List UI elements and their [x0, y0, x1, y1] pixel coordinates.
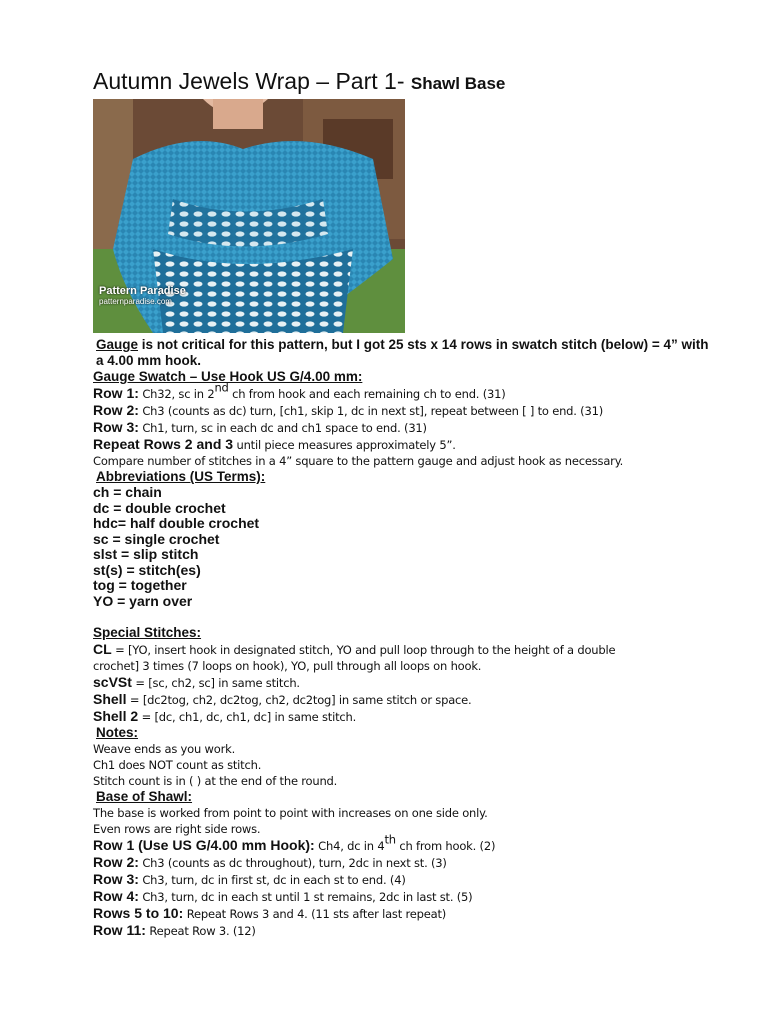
abbreviations-list	[93, 485, 713, 609]
note-item: Ch1 does NOT count as stitch.	[93, 758, 262, 772]
base-row-3: Row 3: Ch3, turn, dc in first st, dc in each st to end. (4)	[93, 871, 406, 887]
gauge-row-3: Row 3: Ch1, turn, sc in each dc and ch1 space to end. (31)	[93, 419, 427, 435]
page-title	[93, 66, 713, 99]
shawl-photo	[93, 99, 405, 333]
abbr-item: hdc= half double crochet	[93, 515, 260, 531]
base-row-1: Row 1 (Use US G/4.00 mm Hook): Ch4, dc in 4th ch from hook. (2)	[93, 832, 496, 853]
special-stitch-cl-cont: crochet] 3 times (7 loops on hook), YO, pull through all loops on hook.	[93, 659, 482, 673]
base-row-2: Row 2: Ch3 (counts as dc throughout), turn, 2dc in next st. (3)	[93, 854, 447, 870]
special-stitch-cl: CL = [YO, insert hook in designated stitch, YO and pull loop through to the height of a double	[93, 641, 616, 657]
spacer	[93, 609, 713, 625]
special-stitches-list	[93, 641, 713, 725]
abbr-item: ch = chain	[93, 484, 162, 500]
base-row-4: Row 4: Ch3, turn, dc in each st until 1 st remains, 2dc in last st. (5)	[93, 888, 473, 904]
title-subtitle: Shawl Base	[410, 74, 506, 93]
watermark-line2: patternparadise.com	[99, 297, 172, 306]
abbr-item: tog = together	[93, 577, 187, 593]
abbr-item: YO = yarn over	[93, 592, 193, 609]
gauge-text: is not critical for this pattern, but I got 25 sts x 14 rows in swatch stitch (below) = 4” with a 4.00 mm hook.	[96, 337, 709, 368]
abbr-item: dc = double crochet	[93, 499, 226, 516]
document-page	[93, 66, 713, 939]
abbr-item: slst = slip stitch	[93, 546, 199, 562]
base-section	[93, 805, 713, 939]
base-rows-5-10: Rows 5 to 10: Repeat Rows 3 and 4. (11 sts after last repeat)	[93, 905, 447, 921]
photo-watermark	[99, 285, 186, 306]
special-stitch-scvst: scVSt = [sc, ch2, sc] in same stitch.	[93, 674, 300, 690]
watermark-line1: Pattern Paradise	[99, 285, 186, 297]
gauge-compare-note: Compare number of stitches in a 4” square to the pattern gauge and adjust hook as necessary.	[93, 454, 624, 468]
notes-list	[93, 741, 713, 789]
note-item: Stitch count is in ( ) at the end of the round.	[93, 774, 338, 788]
base-heading: Base of Shawl:	[96, 789, 193, 804]
special-stitches-heading: Special Stitches:	[93, 625, 202, 640]
gauge-word: Gauge	[96, 337, 139, 352]
abbreviations-heading: Abbreviations (US Terms):	[96, 469, 266, 484]
special-stitch-shell2: Shell 2 = [dc, ch1, dc, ch1, dc] in same stitch.	[93, 708, 357, 724]
abbr-item: st(s) = stitch(es)	[93, 561, 201, 578]
special-stitch-shell: Shell = [dc2tog, ch2, dc2tog, ch2, dc2tog] in same stitch or space.	[93, 691, 472, 707]
base-intro: Even rows are right side rows.	[93, 822, 261, 836]
gauge-row-1: Row 1: Ch32, sc in 2nd ch from hook and each remaining ch to end. (31)	[93, 380, 506, 401]
base-row-11: Row 11: Repeat Row 3. (12)	[93, 922, 256, 938]
gauge-paragraph	[93, 337, 713, 369]
base-intro: The base is worked from point to point with increases on one side only.	[93, 806, 488, 820]
title-main: Autumn Jewels Wrap – Part 1-	[93, 68, 405, 94]
abbr-item: sc = single crochet	[93, 530, 220, 547]
note-item: Weave ends as you work.	[93, 742, 236, 756]
gauge-row-2: Row 2: Ch3 (counts as dc) turn, [ch1, skip 1, dc in next st], repeat between [ ] to end. (31)	[93, 402, 603, 418]
notes-heading: Notes:	[96, 725, 139, 740]
gauge-row-repeat: Repeat Rows 2 and 3 until piece measures approximately 5”.	[93, 436, 456, 452]
gauge-rows	[93, 380, 713, 469]
gauge-swatch-heading: Gauge Swatch – Use Hook US G/4.00 mm:	[93, 369, 363, 384]
